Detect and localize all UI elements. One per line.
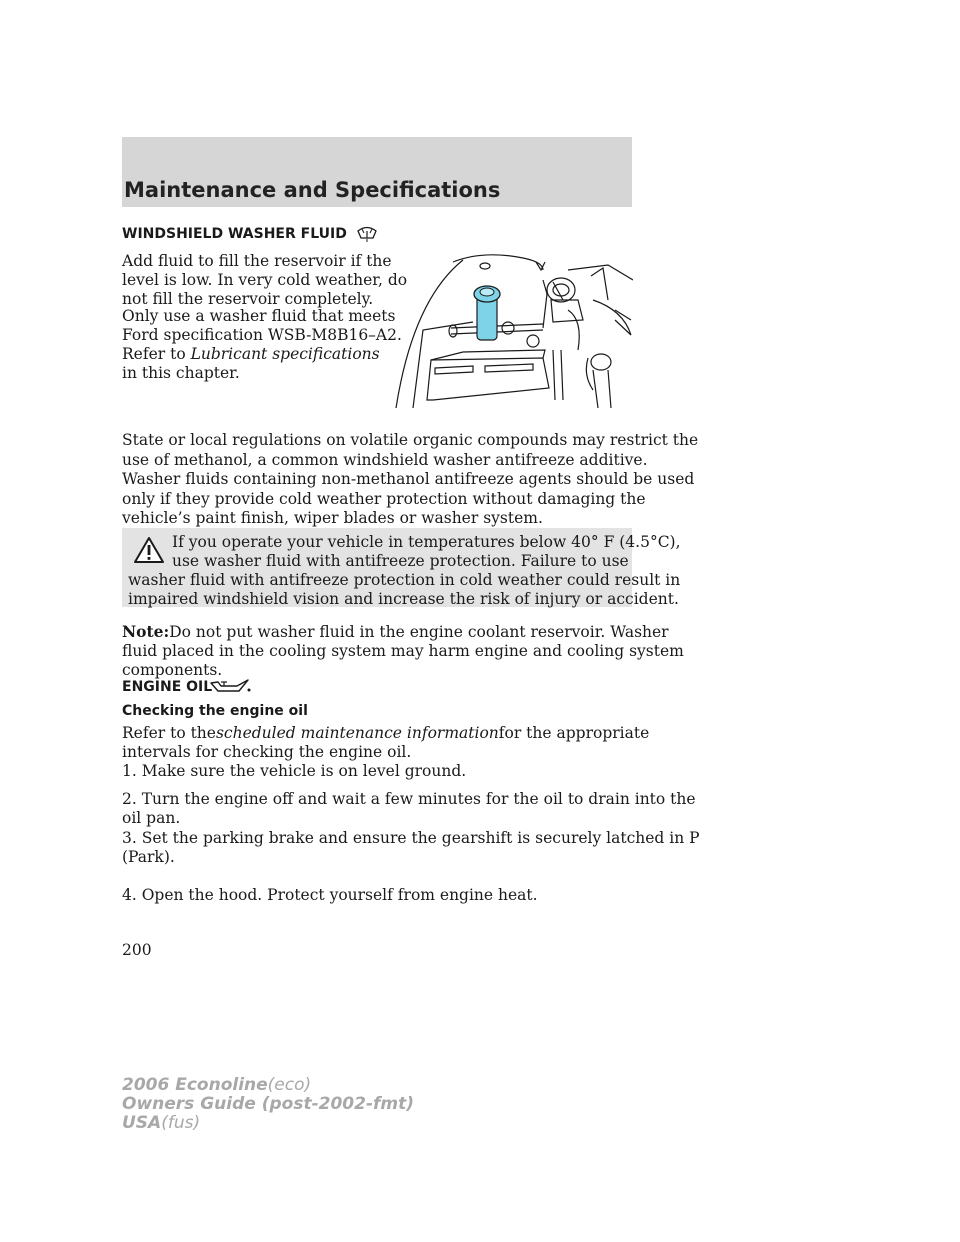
checking-oil-subheading: Checking the engine oil (122, 703, 308, 719)
footer-doc-info: 2006 Econoline(eco) Owners Guide (post-2002-fmt) USA(fus) (122, 1075, 415, 1133)
scheduled-maintenance-link[interactable]: scheduled maintenance information (215, 724, 499, 742)
washer-paragraph-2: Only use a washer fluid that meets Ford specification WSB-M8B16–A2. Refer to Lubricant specifications in this chapter. (122, 307, 402, 382)
page-number: 200 (122, 941, 152, 959)
lubricant-specifications-link[interactable]: Lubricant specifications (190, 345, 380, 363)
section-header-title: Maintenance and Specifications (124, 178, 501, 202)
washer-paragraph-1: Add fluid to fill the reservoir if the level is low. In very cold weather, do not fill the reservoir completely. (122, 252, 408, 308)
washer-fluid-heading: WINDSHIELD WASHER FLUID (122, 226, 347, 242)
oil-intro-paragraph: Refer to thescheduled maintenance informationfor the appropriate intervals for checking the engine oil. (122, 724, 650, 761)
warning-text: If you operate your vehicle in temperatures below 40° F (4.5°C), use washer fluid with antifreeze protection. Failure to use washer fluid with antifreeze protection in cold weather could result in impaired windshield vision and increase the risk of injury or accident. (128, 533, 681, 608)
washer-fluid-icon (356, 223, 378, 243)
oil-step-1: 1. Make sure the vehicle is on level ground. (122, 762, 467, 780)
engine-oil-heading: ENGINE OIL (122, 679, 213, 695)
washer-note: Note:Do not put washer fluid in the engine coolant reservoir. Washer fluid placed in the cooling system may harm engine and cooling system components. (122, 622, 684, 679)
washer-reservoir-cap (474, 286, 500, 340)
oil-can-icon (209, 676, 251, 694)
oil-step-2: 2. Turn the engine off and wait a few minutes for the oil to drain into the oil pan. (122, 790, 696, 827)
note-label: Note: (122, 622, 170, 641)
engine-compartment-illustration (393, 240, 633, 412)
oil-step-4: 4. Open the hood. Protect yourself from engine heat. (122, 886, 538, 904)
oil-step-3: 3. Set the parking brake and ensure the gearshift is securely latched in P (Park). (122, 829, 700, 866)
washer-regulations-paragraph: State or local regulations on volatile organic compounds may restrict the use of methanol, a common windshield washer antifreeze additive. Washer fluids containing non-methanol antifreeze agents should be used only if they provide cold weather protection without damaging the vehicle’s paint finish, wiper blades or washer system. (122, 431, 699, 527)
